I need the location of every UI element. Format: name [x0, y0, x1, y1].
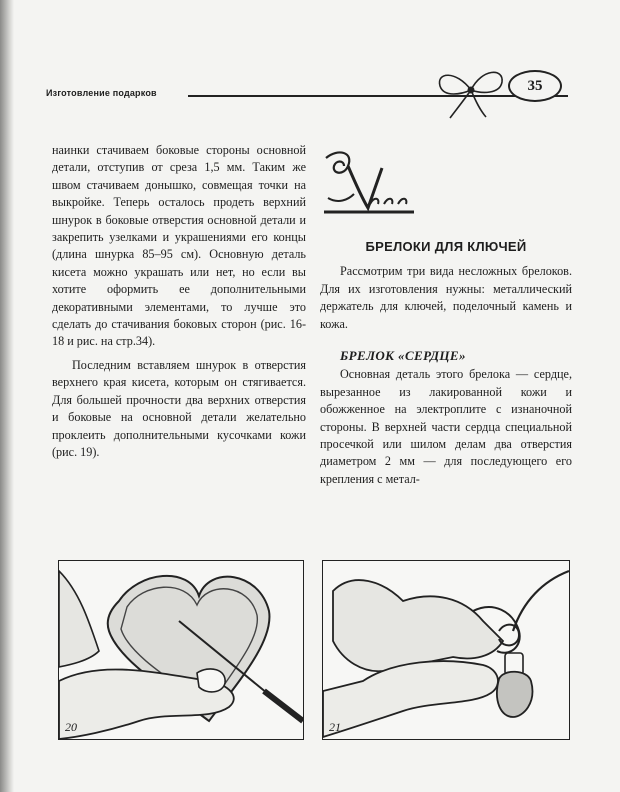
left-paragraph-2: Последним вставляем шнурок в отверстия верхнего края кисета, которым он стягивается. Для большей прочности два верхних отверстия и боковые на основной детали желательно проклеить дополнительными кусочками кожи (рис. 19).: [52, 357, 306, 459]
figure-20: [58, 560, 304, 740]
subsection-text: Основная деталь этого брелока — сердце, вырезанное из лакированной кожи и обожженное на электроплите с изнаночной стороны. В верхней части сердца специальной просечкой или шилом делам два отверстия диаметром 2 мм — для последующего его крепления с метал-: [320, 367, 572, 486]
running-title: Изготовление подарков: [46, 88, 157, 98]
decorative-ornament-icon: [318, 148, 418, 220]
figure-21: [322, 560, 570, 740]
left-paragraph-1: наинки стачиваем боковые стороны основной детали, отступив от среза 1,5 мм. Таким же швом стачиваем донышко, совмещая точки на выкройке. Теперь осталось продеть верхний шнурок в боковые отверстия основной детали и закрепить узелками и украшениями его концы (длина шнурка 85–95 см). Основную деталь кисета можно украшать или нет, но если вы хотите оформить ее дополнительными декоративными элементами, то лучше это сделать до стачивания боковых сторон (рис. 16-18 и рис. на стр.34).: [52, 143, 306, 349]
page-header: [46, 60, 586, 120]
section-title: БРЕЛОКИ ДЛЯ КЛЮЧЕЙ: [365, 239, 527, 254]
figure-number: 21: [329, 720, 341, 734]
page-number-text: 35: [527, 77, 543, 94]
page-number: [508, 70, 562, 102]
section-intro: Рассмотрим три вида несложных брелоков. Для их изготовления нужны: металлический держатель для ключей, поделочный камень и кожа.: [320, 264, 572, 331]
book-spine-shadow: [0, 0, 14, 792]
hands-keychain-illustration: [323, 561, 570, 740]
figure-number: 20: [65, 720, 77, 734]
left-column: [52, 142, 306, 461]
subsection-title: БРЕЛОК «СЕРДЦЕ»: [340, 348, 466, 364]
hands-leather-heart-illustration: [59, 561, 304, 740]
right-column: [320, 238, 572, 488]
ribbon-bow-icon: [426, 60, 516, 120]
